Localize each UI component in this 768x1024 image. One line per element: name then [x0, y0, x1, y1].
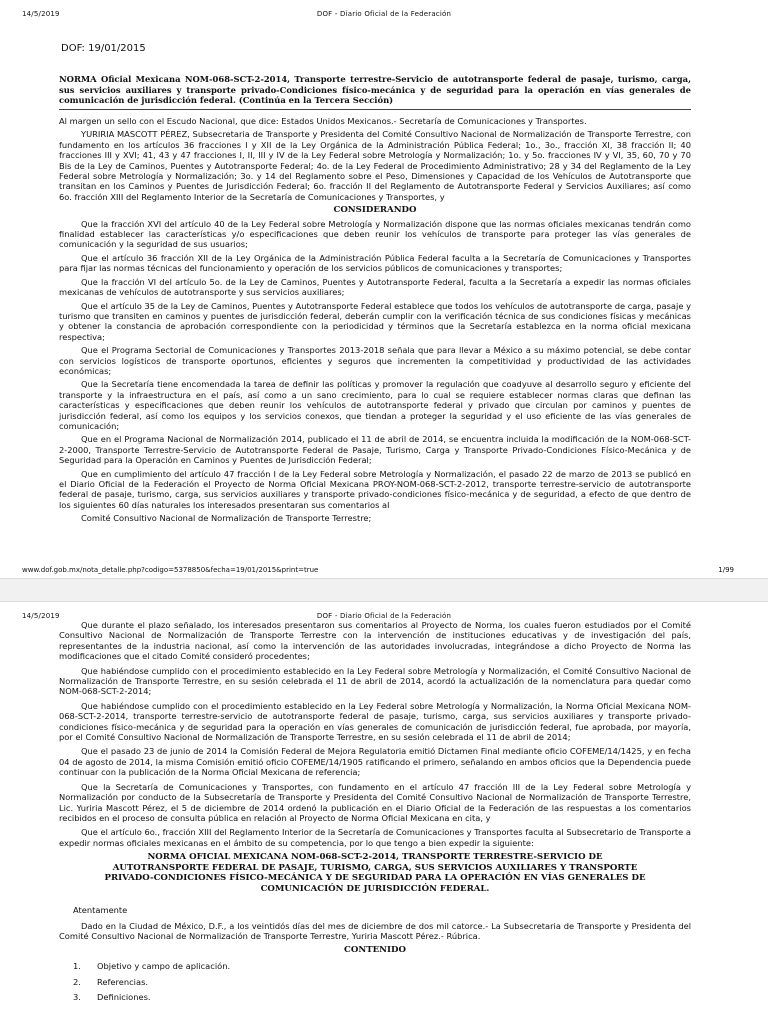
page-url: www.dof.gob.mx/nota_detalle.php?codigo=5378850&fecha=19/01/2015&print=true	[22, 566, 319, 574]
sello-paragraph: Al margen un sello con el Escudo Nacional, que dice: Estados Unidos Mexicanos.- Secretaría de Comunicaciones y Transportes.	[59, 116, 587, 127]
paragraph: Que la fracción XVI del artículo 40 de la Ley Federal sobre Metrología y Normalización dispone que las normas oficiales mexicanas tendrán como finalidad establecer las características y/o especificaciones que deben reunir los vehículos de transporte para proteger las vías generales de comunicación y la seguridad de sus usuarios;	[59, 218, 691, 250]
toc-label: Definiciones.	[97, 991, 151, 1002]
document-page-2	[0, 602, 768, 1024]
paragraph: Que el artículo 35 de la Ley de Caminos, Puentes y Autotransporte Federal establece que todos los vehículos de autotransporte de carga, pasaje y turismo que transiten en caminos y puentes de jurisdicción federal, deberán cumplir con la verificación técnica de sus condiciones físicas y mecánicas y obtener la constancia de aprobación correspondiente con la periodicidad y términos que la Secretaría establezca en la norma oficial mexicana respectiva;	[59, 300, 691, 342]
paragraph: Que el Programa Sectorial de Comunicaciones y Transportes 2013-2018 señala que para llevar a México a su máximo potencial, se debe contar con servicios logísticos de transporte oportunos, eficientes y seguros que incrementen la competitividad y productividad de las actividades económicas;	[59, 345, 691, 376]
paragraph: Que la fracción VI del artículo 5o. de la Ley de Caminos, Puentes y Autotransporte Federal, faculta a la Secretaría a expedir las normas oficiales mexicanas de vehículos de autotransporte y sus servicios auxiliares;	[59, 276, 691, 298]
page-1-body	[59, 44, 691, 527]
toc-number: 3.	[73, 991, 81, 1002]
list-item	[73, 977, 691, 987]
list-item	[73, 961, 691, 971]
paragraph: Que el pasado 23 de junio de 2014 la Comisión Federal de Mejora Regulatoria emitió Dictamen Final mediante oficio COFEME/14/1425, y en fecha 04 de agosto de 2014, la misma Comisión emitió oficio COFEME/14/1905 ratificando el primero, señalando en ambos oficios que la Dependencia puede continuar con la publicación de la Norma Oficial Mexicana de referencia;	[59, 746, 691, 778]
contenido-heading: CONTENIDO	[344, 944, 406, 955]
paragraph: Que habiéndose cumplido con el procedimiento establecido en la Ley Federal sobre Metrología y Normalización, la Norma Oficial Mexicana NOM-068-SCT-2-2014, transporte terrestre-servicio de autotransporte federal de pasaje, turismo, carga, sus servicios auxiliares y transporte privado-condiciones físico-mecánica y de seguridad para la operación en vías generales de comunicación de jurisdicción federal, fue aprobada, por mayoría, por el Comité Consultivo Nacional de Normalización de Transporte Terrestre, en su sesión celebrada el 11 de abril de 2014;	[59, 700, 691, 743]
paragraph: Que el artículo 36 fracción XII de la Ley Orgánica de la Administración Pública Federal faculta a la Secretaría de Comunicaciones y Transportes para fijar las normas técnicas del funcionamiento y operación de los servicios públicos de comunicaciones y transportes;	[59, 252, 691, 274]
norma-title: NORMA Oficial Mexicana NOM-068-SCT-2-2014, Transporte terrestre-Servicio de autotransporte federal de pasaje, turismo, carga, sus servicios auxiliares y transporte privado-Condiciones físico-mecánica y de seguridad para la operación en vías generales de comunicación de jurisdicción federal. (Continúa en la Tercera Sección)	[59, 74, 691, 110]
list-item	[73, 992, 691, 1002]
atentamente: Atentamente	[73, 904, 128, 915]
toc-number: 2.	[73, 976, 81, 987]
page-number: 1/99	[718, 566, 734, 574]
page-2-body	[59, 620, 691, 1007]
print-date: 14/5/2019	[22, 612, 60, 620]
paragraph: Que la Secretaría de Comunicaciones y Transportes, con fundamento en el artículo 47 fracción III de la Ley Federal sobre Metrología y Normalización por conducto de la Subsecretaría de Transporte y Presidenta del Comité Consultivo Nacional de Normalización de Transporte Terrestre, Lic. Yuriria Mascott Pérez, el 5 de diciembre de 2014 ordenó la publicación en el Diario Oficial de la Federación de las respuestas a los comentarios recibidos en el proceso de consulta pública en relación al Proyecto de Norma Oficial Mexicana en cita, y	[59, 781, 691, 823]
paragraph: Que durante el plazo señalado, los interesados presentaron sus comentarios al Proyecto de Norma, los cuales fueron estudiados por el Comité Consultivo Nacional de Normalización de Transporte Terrestre con la intervención de instituciones educativas y de investigación del país, representantes de la industria nacional, así como la intervención de las autoridades involucradas, integrándose a dicho Proyecto de Norma las modificaciones que el citado Comité consideró procedentes;	[59, 620, 691, 662]
paragraph: Que la Secretaría tiene encomendada la tarea de definir las políticas y promover la regulación que coadyuve al desarrollo seguro y eficiente del transporte y la infraestructura en el país, así como a un sano crecimiento, para lo cual se requiere establecer normas claras que definan las características y especificaciones que deben reunir los vehículos de autotransporte federal y privado que circulan por caminos y puentes de jurisdicción federal, así como los equipos y los servicios conexos, que tiendan a proteger la seguridad y el uso eficiente de las vías generales de comunicación;	[59, 379, 691, 431]
paragraph: Que habiéndose cumplido con el procedimiento establecido en la Ley Federal sobre Metrología y Normalización, el Comité Consultivo Nacional de Normalización de Transporte Terrestre, en su sesión celebrada el 11 de abril de 2014, acordó la actualización de la nomenclatura para quedar como NOM-068-SCT-2-2014;	[59, 665, 691, 697]
intro-paragraph: YURIRIA MASCOTT PÉREZ, Subsecretaria de Transporte y Presidenta del Comité Consultivo Nacional de Normalización de Transporte Terrestre, con fundamento en los artículos 36 fracciones I y XII de la Ley Orgánica de la Administración Pública Federal; 1o., 3o., fracción XI, 38 fracción II; 40 fracciones III y XVI; 41, 43 y 47 fracciones I, II, III y IV de la Ley Federal sobre Metrología y Normalización; 1o. y 5o. fracciones IV y VI, 35, 60, 70 y 70 Bis de la Ley de Caminos, Puentes y Autotransporte Federal; 4o. de la Ley Federal de Procedimiento Administrativo; 28 y 34 del Reglamento de la Ley Federal sobre Metrología y Normalización; 3o. y 14 del Reglamento sobre el Peso, Dimensiones y Capacidad de los Vehículos de Autotransporte que transitan en los Caminos y Puentes de Jurisdicción Federal; 6o. fracción II del Reglamento de Autotransporte Federal y Servicios Auxiliares; así como 6o. fracción XIII del Reglamento Interior de la Secretaría de Comunicaciones y Transportes, y	[59, 129, 691, 202]
paragraph: Que en el Programa Nacional de Normalización 2014, publicado el 11 de abril de 2014, se encuentra incluida la modificación de la NOM-068-SCT-2-2000, Transporte Terrestre-Servicio de Autotransporte Federal de Pasaje, Turismo, Carga y Transporte Privado-Condiciones Físico-Mecánica y de Seguridad para la Operación en Caminos y Puentes de Jurisdicción Federal;	[59, 434, 691, 466]
paragraph-continuation: Comité Consultivo Nacional de Normalización de Transporte Terrestre;	[81, 513, 372, 524]
dof-date: DOF: 19/01/2015	[61, 43, 146, 54]
toc-label: Referencias.	[97, 976, 149, 987]
site-title: DOF - Diario Oficial de la Federación	[316, 10, 452, 18]
norma-heading: NORMA OFICIAL MEXICANA NOM-068-SCT-2-2014, TRANSPORTE TERRESTRE-SERVICIO DE AUTOTRANSPORTE FEDERAL DE PASAJE, TURISMO, CARGA, SUS SERVICIOS AUXILIARES Y TRANSPORTE PRIVADO-CONDICIONES FÍSICO-MECÁNICA Y DE SEGURIDAD PARA LA OPERACIÓN EN VÍAS GENERALES DE COMUNICACIÓN DE JURISDICCIÓN FEDERAL.	[104, 852, 646, 894]
page-separator	[0, 578, 768, 602]
print-date: 14/5/2019	[22, 10, 60, 18]
dado-paragraph: Dado en la Ciudad de México, D.F., a los veintidós días del mes de diciembre de dos mil catorce.- La Subsecretaria de Transporte y Presidenta del Comité Consultivo Nacional de Normalización de Transporte Terrestre, Yuriria Mascott Pérez.- Rúbrica.	[59, 920, 691, 942]
considerando-heading: CONSIDERANDO	[333, 205, 417, 216]
paragraph: Que en cumplimiento del artículo 47 fracción I de la Ley Federal sobre Metrología y Normalización, el pasado 22 de marzo de 2013 se publicó en el Diario Oficial de la Federación el Proyecto de Norma Oficial Mexicana PROY-NOM-068-SCT-2-2012, transporte terrestre-servicio de autotransporte federal de pasaje, turismo, carga, sus servicios auxiliares y transporte privado-condiciones físico-mecánica y de seguridad, a efecto de que dentro de los siguientes 60 días naturales los interesados presentaran sus comentarios al	[59, 468, 691, 510]
site-title: DOF - Diario Oficial de la Federación	[316, 612, 452, 620]
paragraph: Que el artículo 6o., fracción XIII del Reglamento Interior de la Secretaría de Comunicaciones y Transportes faculta al Subsecretario de Transporte a expedir normas oficiales mexicanas en el ámbito de su competencia, por lo que tengo a bien expedir la siguiente:	[59, 827, 691, 848]
toc-label: Objetivo y campo de aplicación.	[97, 961, 231, 972]
toc-number: 1.	[73, 961, 81, 972]
table-of-contents	[59, 961, 691, 1002]
page-header	[22, 10, 746, 22]
